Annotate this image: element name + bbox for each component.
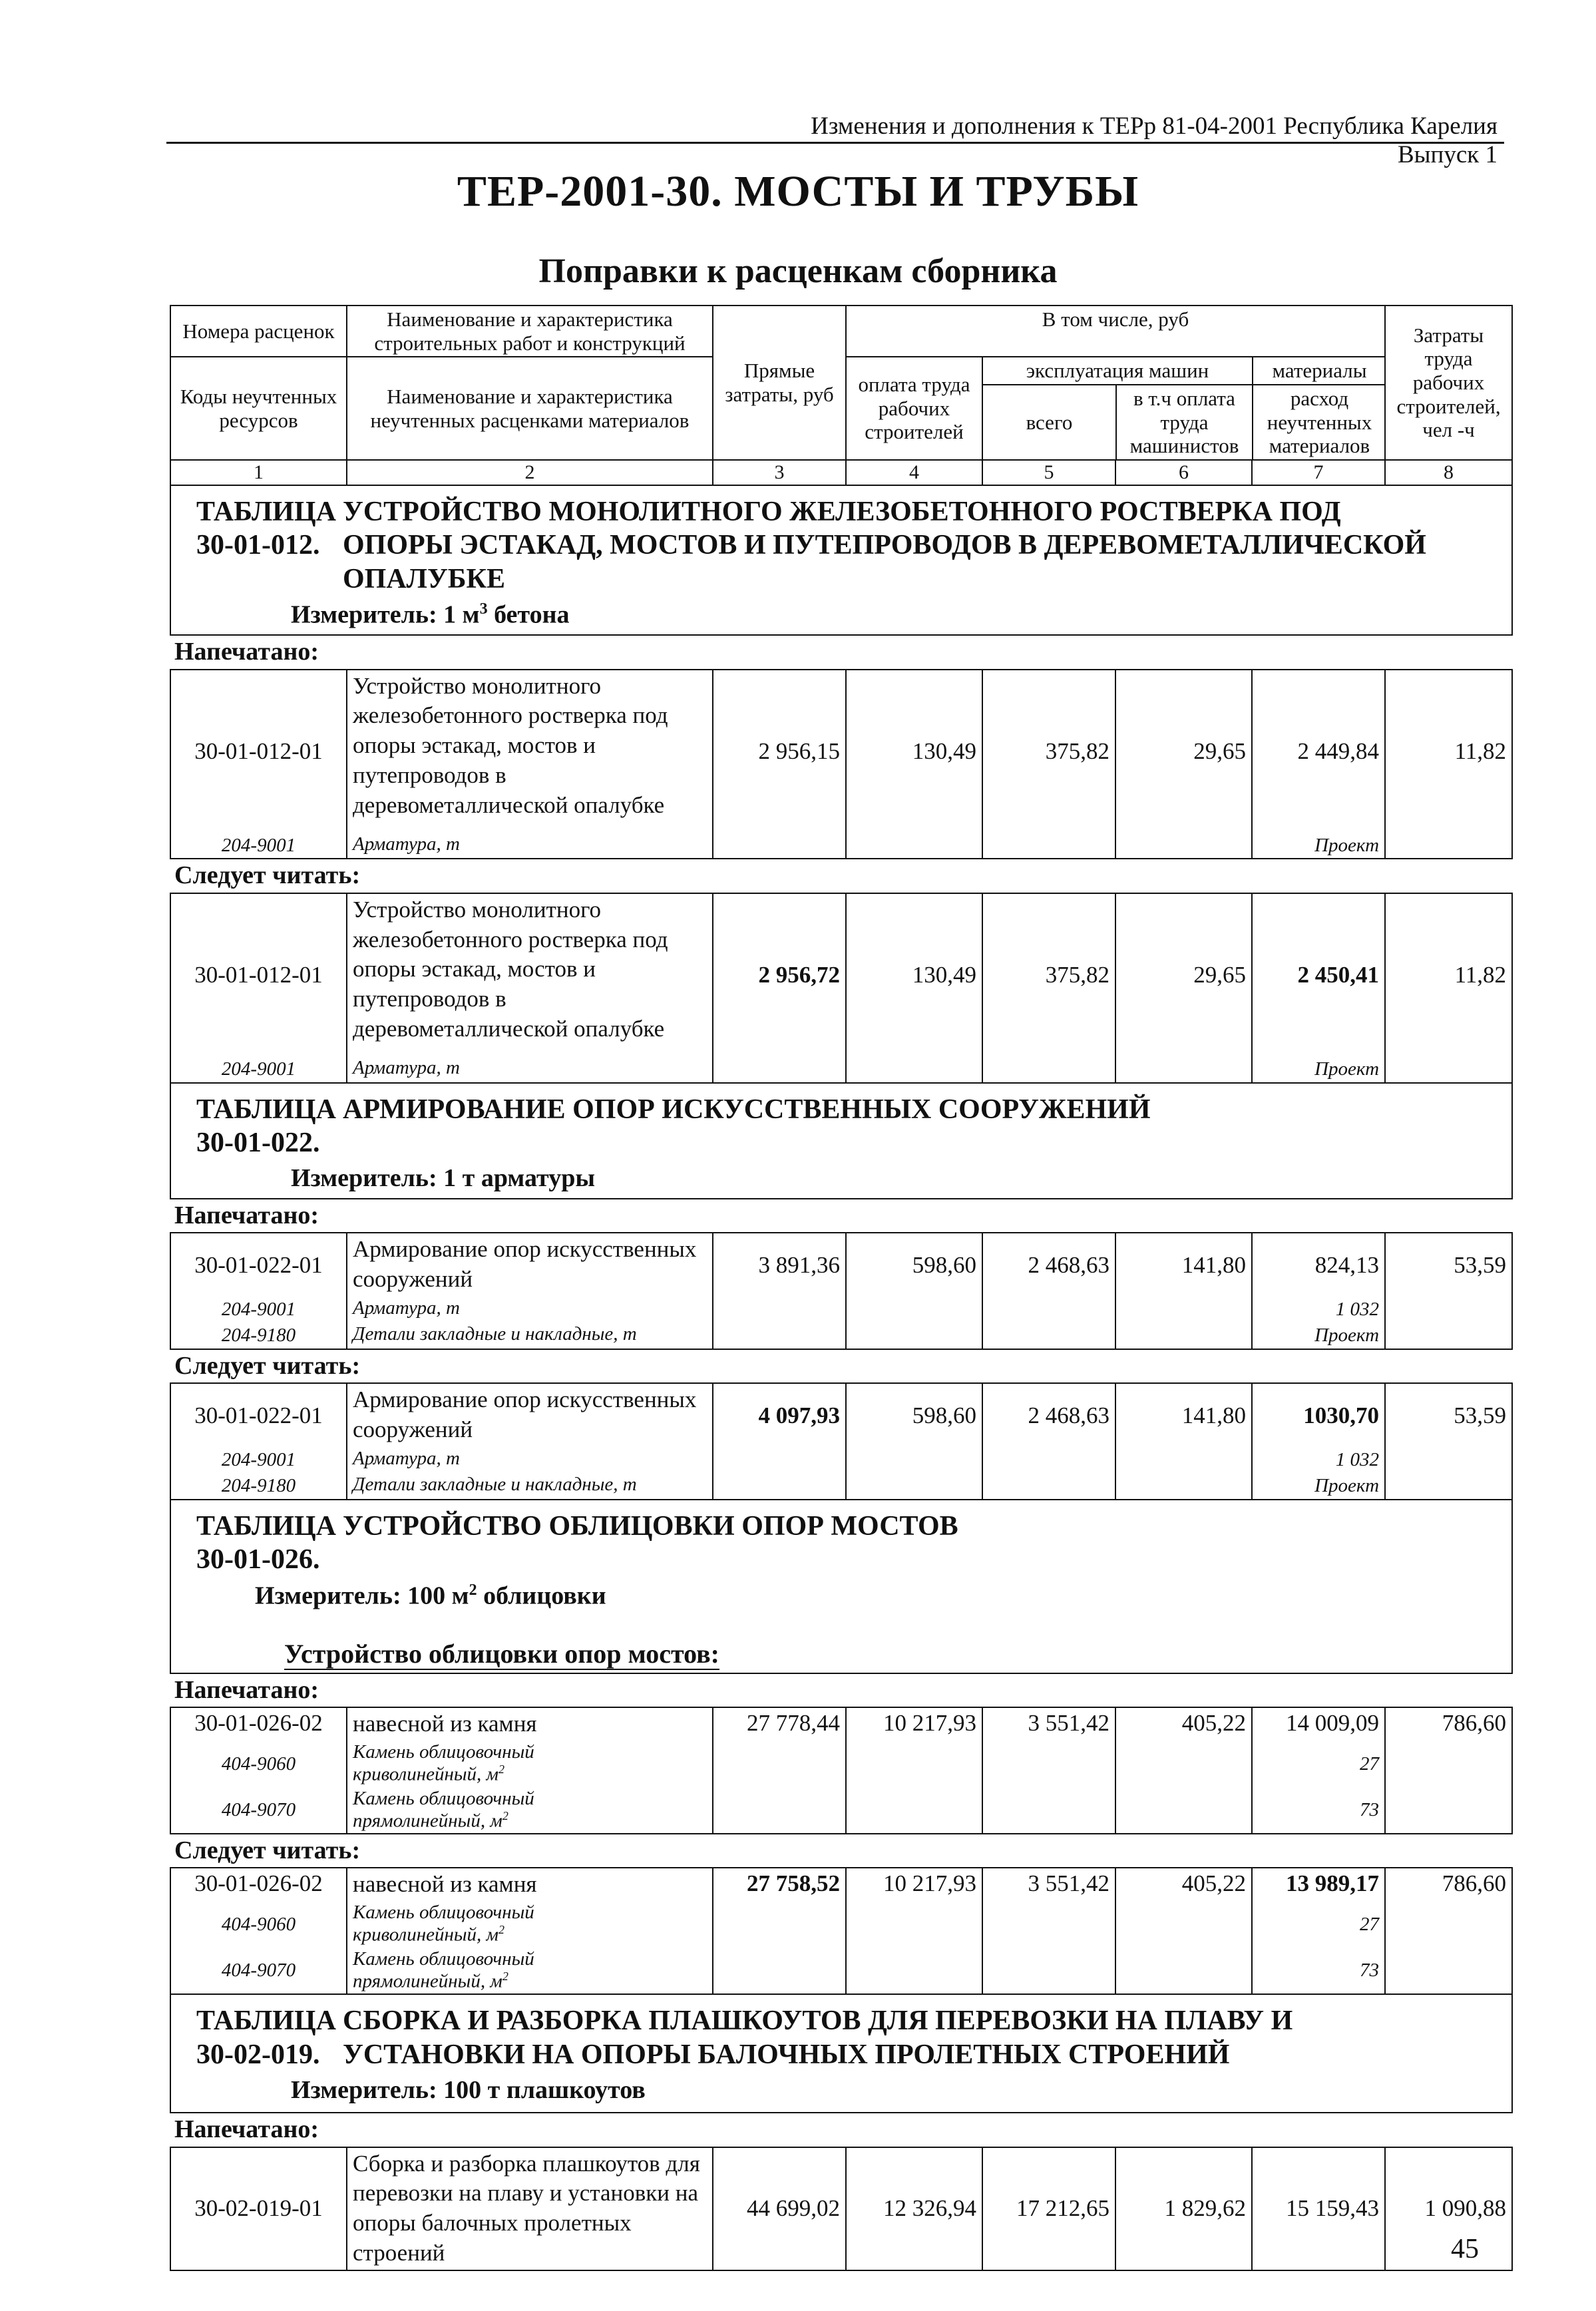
labor-hours: 1 090,88 [1385,2147,1512,2270]
machines-total: 375,82 [982,670,1115,833]
hdr-material-name: Наименование и характеристика неучтенных расценками материалов [347,357,713,460]
machines-total: 3 551,42 [982,1868,1115,1901]
machines-total: 375,82 [982,893,1115,1056]
resource-name: Камень облицовочный прямолинейный, $м^2$ [347,1787,713,1834]
hdr-machines: эксплуатация машин [983,357,1253,385]
printed-label: Напечатано: [174,2115,319,2144]
materials: 2 450,41 [1252,893,1385,1056]
measure-unit: Измеритель: 100 $м^2$ облицовки [255,1581,606,1610]
worker-pay: 130,49 [846,893,982,1056]
machinist-pay: 141,80 [1115,1233,1252,1297]
rate-code: 30-02-019-01 [170,2147,347,2270]
machinist-pay: 1 829,62 [1115,2147,1252,2270]
hdr-machinist-pay: в т.ч оплата труда машинистов [1116,385,1253,459]
resource-code: 204-9180 [170,1473,347,1500]
hdr-including: В том числе, руб [846,306,1385,357]
col-num: 6 [1115,460,1252,485]
resource-value: Проект [1252,833,1385,859]
rate-name: Устройство монолитного железобетонного ростверка под опоры эстакад, мостов и путепроводов в деревометаллической опалубке [347,893,713,1056]
section-30-01-026 [170,1500,1512,1615]
col-num: 8 [1385,460,1512,485]
resource-code: 204-9180 [170,1323,347,1349]
resource-value: 73 [1252,1787,1385,1834]
resource-name: Арматура, т [347,1297,713,1323]
resource-name: Камень облицовочный криволинейный, $м^2$ [347,1741,713,1786]
col-num: 7 [1252,460,1385,485]
resource-name: Камень облицовочный криволинейный, $м^2$ [347,1901,713,1947]
hdr-direct-costs: Прямые затраты, руб [713,306,846,460]
direct-costs: 2 956,15 [713,670,846,833]
resource-name: Камень облицовочный прямолинейный, $м^2$ [347,1948,713,1994]
rate-name: Сборка и разборка плашкоутов для перевозки на плаву и установки на опоры балочных пролетных строений [347,2147,713,2270]
rate-name: Армирование опор искусственных сооружений [347,1383,713,1447]
machines-total: 2 468,63 [982,1383,1115,1447]
materials: 15 159,43 [1252,2147,1385,2270]
machinist-pay: 141,80 [1115,1383,1252,1447]
table-label: ТАБЛИЦА 30-01-012. [196,496,336,561]
rate-code: 30-01-022-01 [170,1383,347,1447]
worker-pay: 598,60 [846,1233,982,1297]
machinist-pay: 29,65 [1115,893,1252,1056]
worker-pay: 130,49 [846,670,982,833]
document-title: ТЕР-2001-30. МОСТЫ И ТРУБЫ [457,167,1139,216]
rate-name: Устройство монолитного железобетонного ростверка под опоры эстакад, мостов и путепроводов в деревометаллической опалубке [347,670,713,833]
worker-pay: 598,60 [846,1383,982,1447]
direct-costs: 2 956,72 [713,893,846,1056]
worker-pay: 12 326,94 [846,2147,982,2270]
resource-code: 404-9070 [170,1948,347,1994]
machinist-pay: 405,22 [1115,1707,1252,1741]
materials: 2 449,84 [1252,670,1385,833]
section-30-02-019 [170,1994,1512,2113]
col-num: 3 [713,460,846,485]
resource-value: 27 [1252,1901,1385,1947]
resource-code: 404-9060 [170,1741,347,1786]
resource-name: Арматура, т [347,1447,713,1473]
page-number: 45 [1451,2234,1479,2264]
rate-name: навесной из камня [347,1707,713,1741]
section-30-01-022 [170,1083,1512,1199]
labor-hours: 11,82 [1385,670,1512,833]
should-read-label: Следует читать: [174,1836,361,1865]
rate-code: 30-01-026-02 [170,1868,347,1901]
hdr-work-name: Наименование и характеристика строительных работ и конструкций [347,306,713,357]
section-name: УСТРОЙСТВО ОБЛИЦОВКИ ОПОР МОСТОВ [343,1510,958,1542]
resource-code: 204-9001 [170,1447,347,1473]
measure-unit: Измеритель: 100 т плашкоутов [291,2075,646,2104]
rate-name: Армирование опор искусственных сооружений [347,1233,713,1297]
worker-pay: 10 217,93 [846,1707,982,1741]
resource-value: Проект [1252,1473,1385,1500]
materials: 13 989,17 [1252,1868,1385,1901]
hdr-materials: материалы [1253,357,1386,385]
labor-hours: 786,60 [1385,1868,1512,1901]
machines-total: 2 468,63 [982,1233,1115,1297]
printed-label: Напечатано: [174,1201,319,1230]
resource-value: 1 032 [1252,1297,1385,1323]
direct-costs: 27 778,44 [713,1707,846,1741]
col-num: 1 [170,460,347,485]
section-name: УСТРОЙСТВО МОНОЛИТНОГО ЖЕЛЕЗОБЕТОННОГО РОСТВЕРКА ПОД ОПОРЫ ЭСТАКАД, МОСТОВ И ПУТЕПРОВОДОВ В ДЕРЕВОМЕТАЛЛИЧЕСКОЙ ОПАЛУБКЕ [343,496,1426,594]
resource-name: Арматура, т [347,1056,713,1083]
resource-code: 204-9001 [170,1056,347,1083]
corrections-table [170,305,1513,2271]
measure-unit: Измеритель: 1 т арматуры [291,1164,596,1193]
col-num: 5 [982,460,1115,485]
should-read-label: Следует читать: [174,1352,361,1380]
should-read-label: Следует читать: [174,861,361,890]
measure-unit: Измеритель: 1 $м^3$ бетона [291,600,570,629]
table-label: ТАБЛИЦА 30-02-019. [196,2005,336,2070]
labor-hours: 53,59 [1385,1233,1512,1297]
running-header: Изменения и дополнения к ТЕРр 81-04-2001 Республика Карелия Выпуск 1 [811,112,1497,168]
table-label: ТАБЛИЦА 30-01-022. [196,1094,336,1159]
rate-code: 30-01-012-01 [170,670,347,833]
machines-total: 3 551,42 [982,1707,1115,1741]
materials: 14 009,09 [1252,1707,1385,1741]
direct-costs: 27 758,52 [713,1868,846,1901]
hdr-material-consumption: расход неучтенных материалов [1253,385,1386,459]
resource-name: Детали закладные и накладные, т [347,1473,713,1500]
materials: 824,13 [1252,1233,1385,1297]
resource-name: Детали закладные и накладные, т [347,1323,713,1349]
printed-label: Напечатано: [174,638,319,666]
labor-hours: 786,60 [1385,1707,1512,1741]
document-subtitle: Поправки к расценкам сборника [538,252,1058,290]
hdr-machines-total: всего [983,385,1116,459]
rate-code: 30-01-012-01 [170,893,347,1056]
subsection-heading: Устройство облицовки опор мостов: [170,1615,1512,1673]
resource-value: 73 [1252,1948,1385,1994]
hdr-labor-hours: Затраты труда рабочих строителей, чел -ч [1385,306,1512,460]
machinist-pay: 405,22 [1115,1868,1252,1901]
resource-value: Проект [1252,1056,1385,1083]
worker-pay: 10 217,93 [846,1868,982,1901]
rate-code: 30-01-026-02 [170,1707,347,1741]
hdr-rate-numbers: Номера расценок [170,306,347,357]
direct-costs: 44 699,02 [713,2147,846,2270]
materials: 1030,70 [1252,1383,1385,1447]
resource-value: 1 032 [1252,1447,1385,1473]
rate-code: 30-01-022-01 [170,1233,347,1297]
resource-code: 204-9001 [170,833,347,859]
direct-costs: 4 097,93 [713,1383,846,1447]
hdr-worker-pay: оплата труда рабочих строителей [846,357,982,460]
resource-code: 404-9070 [170,1787,347,1834]
section-30-01-012 [170,485,1512,635]
resource-code: 204-9001 [170,1297,347,1323]
direct-costs: 3 891,36 [713,1233,846,1297]
printed-label: Напечатано: [174,1676,319,1705]
machines-total: 17 212,65 [982,2147,1115,2270]
col-num: 4 [846,460,982,485]
labor-hours: 53,59 [1385,1383,1512,1447]
header-rule [166,142,1504,144]
table-label: ТАБЛИЦА 30-01-026. [196,1510,336,1576]
rate-name: навесной из камня [347,1868,713,1901]
resource-code: 404-9060 [170,1901,347,1947]
col-num: 2 [347,460,713,485]
labor-hours: 11,82 [1385,893,1512,1056]
resource-value: Проект [1252,1323,1385,1349]
section-name: АРМИРОВАНИЕ ОПОР ИСКУССТВЕННЫХ СООРУЖЕНИЙ [343,1094,1151,1125]
section-name: СБОРКА И РАЗБОРКА ПЛАШКОУТОВ ДЛЯ ПЕРЕВОЗКИ НА ПЛАВУ И УСТАНОВКИ НА ОПОРЫ БАЛОЧНЫХ ПРОЛЕТНЫХ СТРОЕНИЙ [343,2005,1293,2070]
hdr-resource-codes: Коды неучтенных ресурсов [170,357,347,460]
resource-name: Арматура, т [347,833,713,859]
machinist-pay: 29,65 [1115,670,1252,833]
resource-value: 27 [1252,1741,1385,1786]
